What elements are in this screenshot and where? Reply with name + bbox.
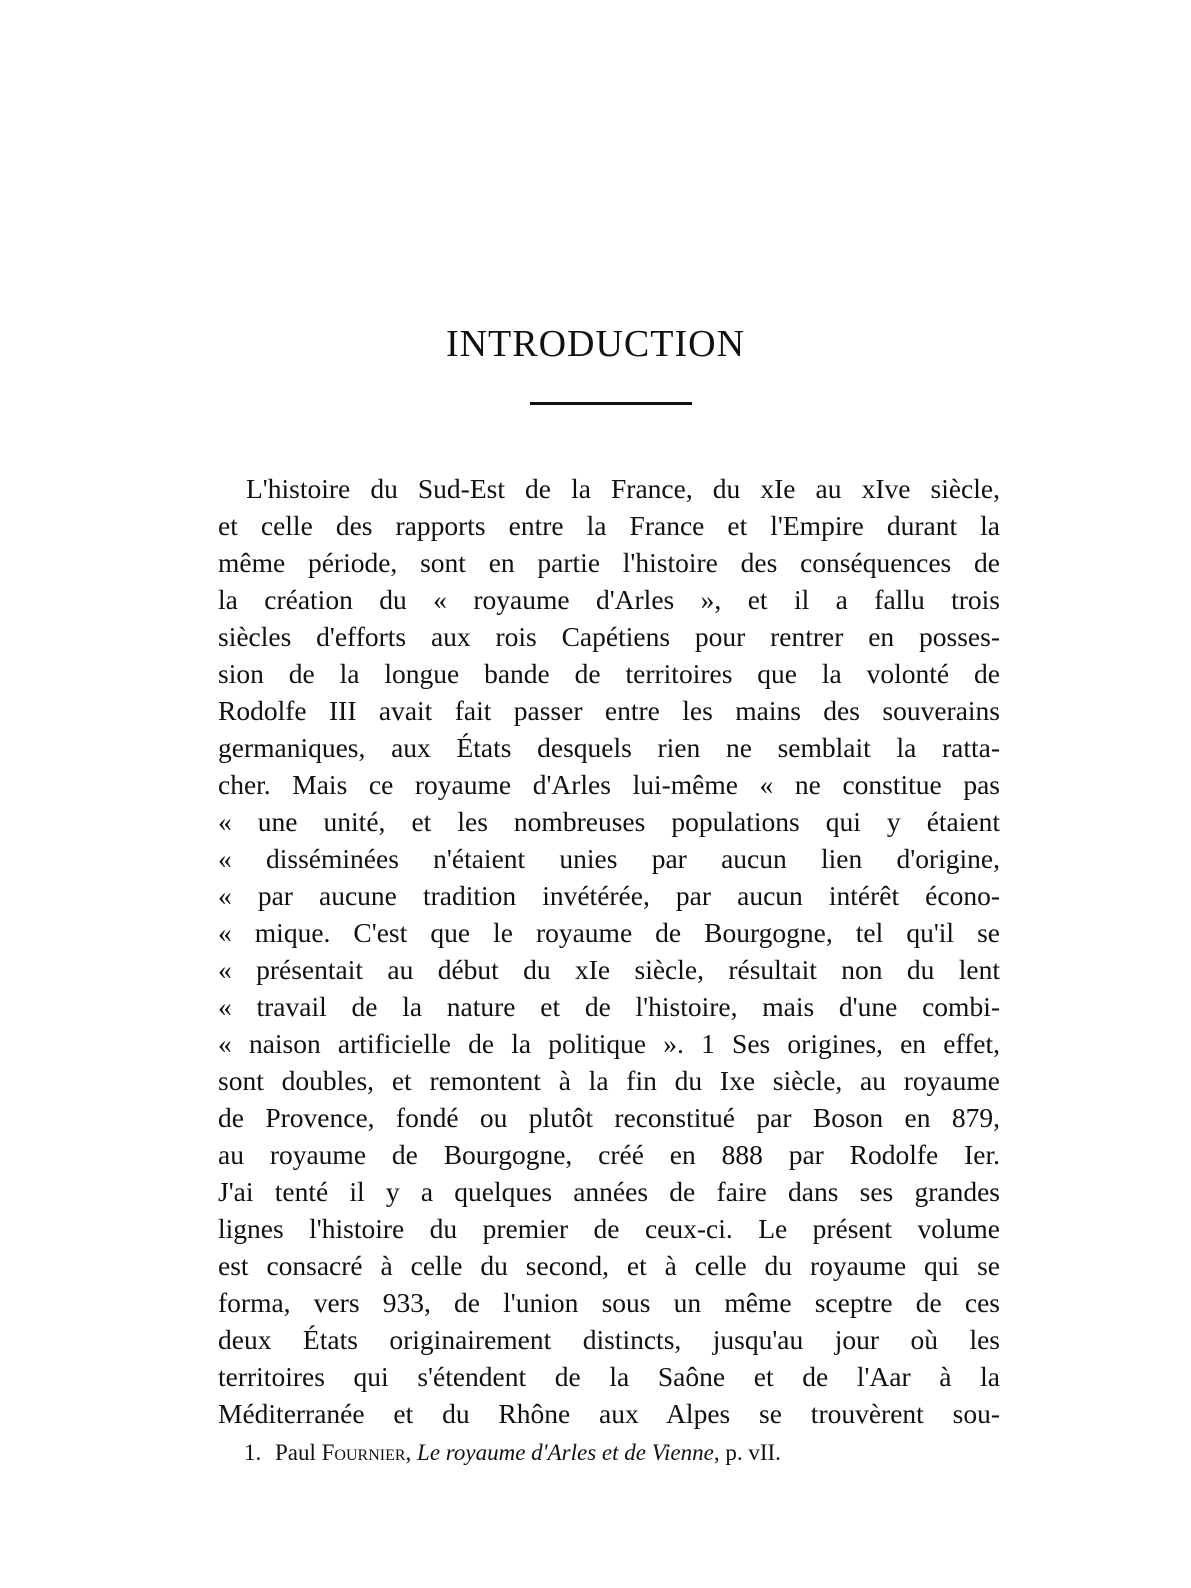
paragraph-line: « présentait au début du xIe siècle, résultait non du lent — [218, 954, 1000, 985]
introduction-paragraph — [218, 470, 1000, 1432]
footnote-page-ref: p. vII. — [725, 1440, 781, 1465]
title-rule — [530, 402, 692, 405]
paragraph-line: « par aucune tradition invétérée, par aucun intérêt écono- — [218, 880, 1000, 911]
paragraph-line: forma, vers 933, de l'union sous un même sceptre de ces — [218, 1287, 1000, 1318]
paragraph-line: est consacré à celle du second, et à celle du royaume qui se — [218, 1250, 1000, 1281]
paragraph-line: germaniques, aux États desquels rien ne semblait la ratta- — [218, 732, 1000, 763]
footnote-author-last: Fournier — [321, 1440, 406, 1465]
paragraph-line: Méditerranée et du Rhône aux Alpes se trouvèrent sou- — [218, 1398, 1000, 1429]
paragraph-line: au royaume de Bourgogne, créé en 888 par Rodolfe Ier. — [218, 1139, 1000, 1170]
paragraph-line: « disséminées n'étaient unies par aucun lien d'origine, — [218, 843, 1000, 874]
footnote-number: 1. — [244, 1440, 262, 1465]
paragraph-line: « naison artificielle de la politique ». 1 Ses origines, en effet, — [218, 1028, 1000, 1059]
paragraph-line: de Provence, fondé ou plutôt reconstitué par Boson en 879, — [218, 1102, 1000, 1133]
paragraph-line: la création du « royaume d'Arles », et il a fallu trois — [218, 584, 1000, 615]
paragraph-line: siècles d'efforts aux rois Capétiens pour rentrer en posses- — [218, 621, 1000, 652]
page-title: INTRODUCTION — [445, 323, 746, 365]
paragraph-line: même période, sont en partie l'histoire des conséquences de — [218, 547, 1000, 578]
paragraph-line: L'histoire du Sud-Est de la France, du xIe au xIve siècle, — [246, 473, 1000, 504]
paragraph-line: deux États originairement distincts, jusqu'au jour où les — [218, 1324, 1000, 1355]
paragraph-line: territoires qui s'étendent de la Saône et de l'Aar à la — [218, 1361, 1000, 1392]
paragraph-line: « travail de la nature et de l'histoire, mais d'une combi- — [218, 991, 1000, 1022]
footnote: 1. Paul Fournier, Le royaume d'Arles et de Vienne, p. vII. — [244, 1440, 781, 1465]
paragraph-line: et celle des rapports entre la France et l'Empire durant la — [218, 510, 1000, 541]
footnote-title: Le royaume d'Arles et de Vienne — [417, 1440, 714, 1465]
paragraph-line: sont doubles, et remontent à la fin du Ixe siècle, au royaume — [218, 1065, 1000, 1096]
paragraph-line: lignes l'histoire du premier de ceux-ci. Le présent volume — [218, 1213, 1000, 1244]
paragraph-line: J'ai tenté il y a quelques années de faire dans ses grandes — [218, 1176, 1000, 1207]
paragraph-line: « une unité, et les nombreuses populations qui y étaient — [218, 806, 1000, 837]
paragraph-line: cher. Mais ce royaume d'Arles lui-même « ne constitue pas — [218, 769, 1000, 800]
paragraph-line: Rodolfe III avait fait passer entre les mains des souverains — [218, 695, 1000, 726]
paragraph-line: « mique. C'est que le royaume de Bourgogne, tel qu'il se — [218, 917, 1000, 948]
paragraph-line: sion de la longue bande de territoires que la volonté de — [218, 658, 1000, 689]
footnote-author-first: Paul — [275, 1440, 316, 1465]
